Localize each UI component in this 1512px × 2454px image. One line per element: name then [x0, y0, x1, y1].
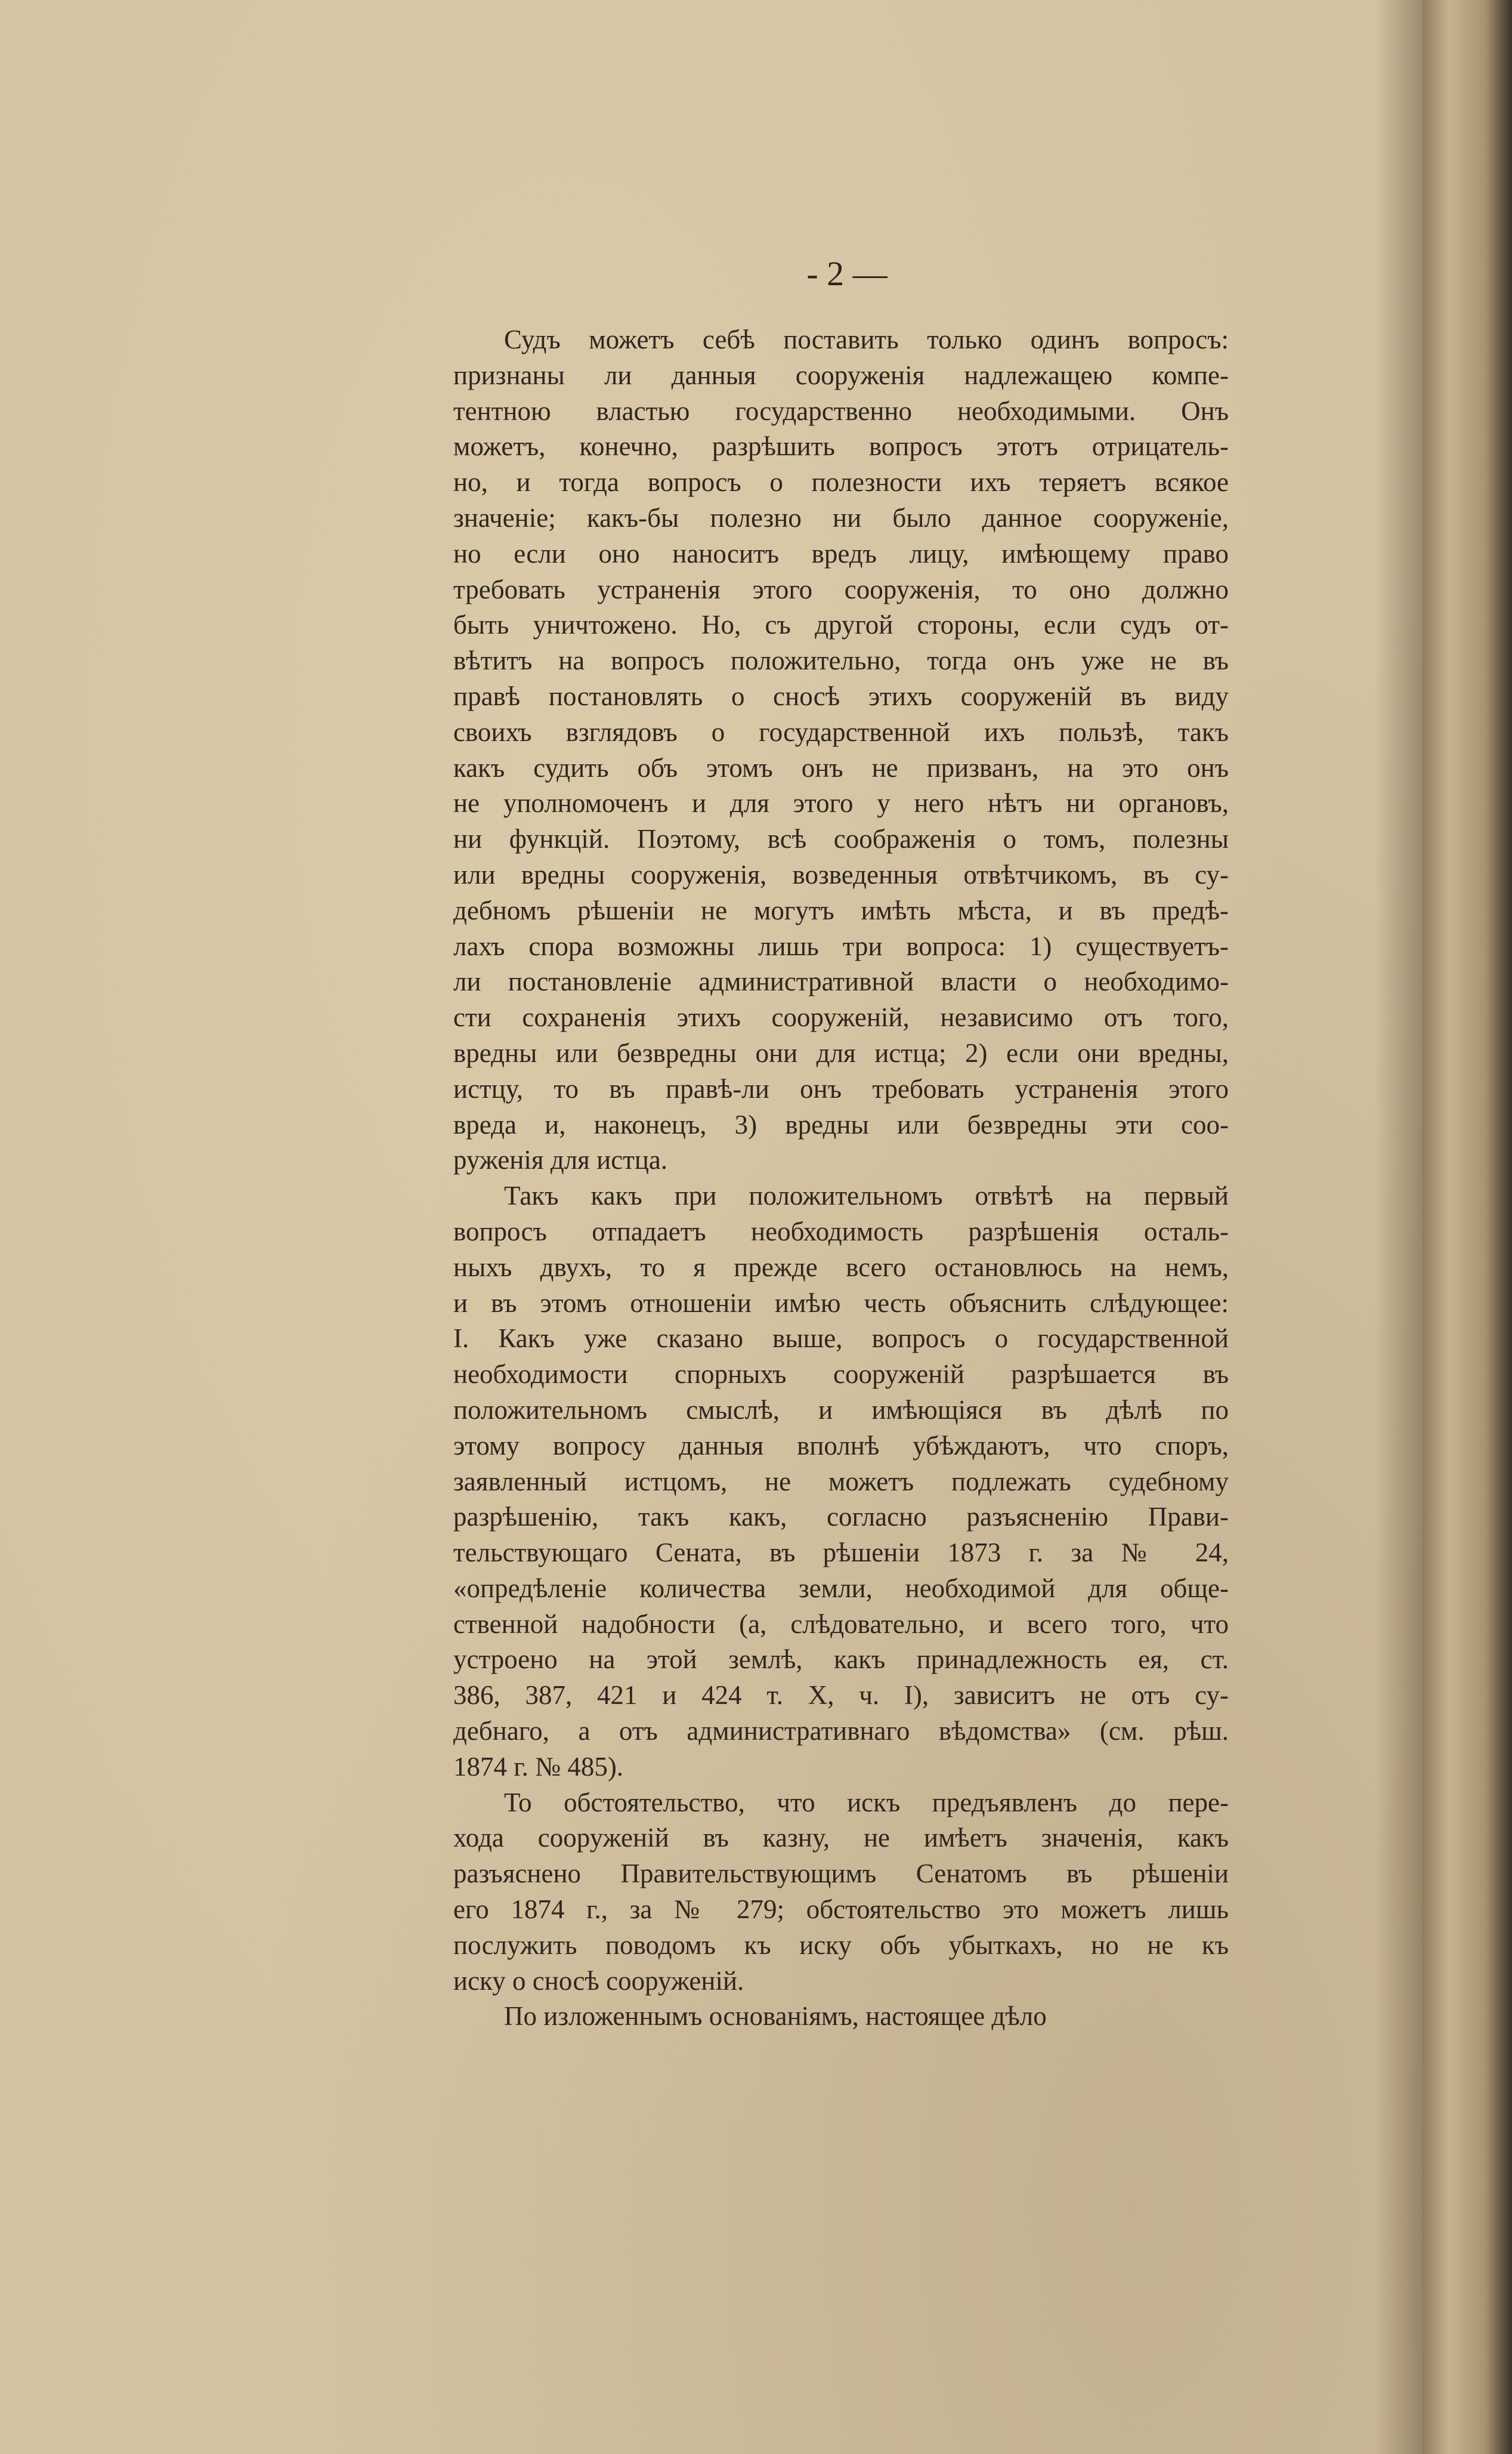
text-line: вредны или безвредны они для истца; 2) если они вредны,: [453, 1038, 1229, 1068]
text-line: своихъ взглядовъ о государственной ихъ пользѣ, такъ: [453, 717, 1229, 747]
text-line: или вредны сооруженія, возведенныя отвѣтчикомъ, въ су-: [453, 859, 1229, 890]
text-line: требовать устраненія этого сооруженія, то оно должно: [453, 574, 1229, 604]
text-line: быть уничтожено. Но, съ другой стороны, если судъ от-: [453, 610, 1229, 640]
text-line: ли постановленіе административной власти о необходимо-: [453, 967, 1229, 997]
text-line: лахъ спора возможны лишь три вопроса: 1) существуетъ-: [453, 931, 1229, 961]
text-line: этому вопросу данныя вполнѣ убѣждаютъ, что споръ,: [453, 1430, 1229, 1461]
text-line: не уполномоченъ и для этого у него нѣтъ ни органовъ,: [453, 788, 1229, 819]
text-line: значеніе; какъ-бы полезно ни было данное сооруженіе,: [453, 502, 1229, 533]
text-line: положительномъ смыслѣ, и имѣющіяся въ дѣлѣ по: [453, 1394, 1229, 1425]
text-line: дебнаго, а отъ административнаго вѣдомства» (см. рѣш.: [453, 1716, 1229, 1746]
text-line: То обстоятельство, что искъ предъявленъ до пере-: [504, 1787, 1229, 1817]
text-line: истцу, то въ правѣ-ли онъ требовать устраненія этого: [453, 1073, 1229, 1104]
text-line: ни функцій. Поэтому, всѣ соображенія о томъ, полезны: [453, 824, 1229, 854]
text-line: необходимости спорныхъ сооруженій разрѣшается въ: [453, 1359, 1229, 1390]
text-line: дебномъ рѣшеніи не могутъ имѣть мѣста, и въ предѣ-: [453, 895, 1229, 925]
text-line: иску о сносѣ сооруженій.: [453, 1965, 744, 1996]
text-line: но если оно наноситъ вредъ лицу, имѣющему право: [453, 538, 1229, 569]
book-spine: [1423, 0, 1512, 2454]
text-line: 386, 387, 421 и 424 т. X, ч. I), зависитъ не отъ су-: [453, 1680, 1229, 1711]
text-line: «опредѣленіе количества земли, необходимой для обще-: [453, 1573, 1229, 1603]
text-line: вопросъ отпадаетъ необходимость разрѣшенія осталь-: [453, 1216, 1229, 1246]
text-line: правѣ постановлять о сносѣ этихъ сооруженій въ виду: [453, 681, 1229, 711]
text-line: ныхъ двухъ, то я прежде всего остановлюсь на немъ,: [453, 1252, 1229, 1282]
text-line: ственной надобности (а, слѣдовательно, и всего того, что: [453, 1609, 1229, 1639]
text-line: его 1874 г., за № 279; обстоятельство это можетъ лишь: [453, 1894, 1229, 1925]
text-line: 1874 г. № 485).: [453, 1751, 624, 1782]
text-line: послужить поводомъ къ иску объ убыткахъ, но не къ: [453, 1930, 1229, 1960]
text-line: но, и тогда вопросъ о полезности ихъ теряетъ всякое: [453, 467, 1229, 498]
text-line: и въ этомъ отношеніи имѣю честь объяснить слѣдующее:: [453, 1288, 1229, 1318]
text-line: заявленный истцомъ, не можетъ подлежать судебному: [453, 1466, 1229, 1496]
text-line: разъяснено Правительствующимъ Сенатомъ въ рѣшеніи: [453, 1859, 1229, 1889]
text-line: хода сооруженій въ казну, не имѣетъ значенія, какъ: [453, 1823, 1229, 1853]
page-number: - 2 —: [806, 254, 888, 293]
text-line: Такъ какъ при положительномъ отвѣтѣ на первый: [504, 1181, 1229, 1211]
text-line: разрѣшенію, такъ какъ, согласно разъясненію Прави-: [453, 1502, 1229, 1532]
paragraph: [453, 1178, 1229, 1785]
paragraph: [453, 1785, 1229, 1999]
paragraph: [453, 1999, 1229, 2035]
text-line: какъ судить объ этомъ онъ не призванъ, на это онъ: [453, 752, 1229, 783]
text-line: тельствующаго Сената, въ рѣшеніи 1873 г. за № 24,: [453, 1538, 1229, 1568]
text-line: Судъ можетъ себѣ поставить только одинъ вопросъ:: [504, 325, 1229, 354]
text-line: I. Какъ уже сказано выше, вопросъ о государственной: [453, 1323, 1229, 1354]
paragraph: [453, 322, 1229, 1178]
page-gutter-shadow: [1375, 0, 1423, 2454]
text-line: По изложеннымъ основаніямъ, настоящее дѣло: [504, 2001, 1047, 2032]
body-text: [453, 322, 1229, 2035]
text-line: сти сохраненія этихъ сооруженій, независимо отъ того,: [453, 1002, 1229, 1033]
text-line: вѣтитъ на вопросъ положительно, тогда онъ уже не въ: [453, 646, 1229, 676]
text-line: можетъ, конечно, разрѣшить вопросъ этотъ отрицатель-: [453, 431, 1229, 462]
text-line: руженія для истца.: [453, 1145, 668, 1175]
text-line: тентною властью государственно необходимыми. Онъ: [453, 396, 1229, 426]
text-line: признаны ли данныя сооруженія надлежащею компе-: [453, 360, 1229, 390]
text-line: вреда и, наконецъ, 3) вредны или безвредны эти соо-: [453, 1109, 1229, 1140]
text-line: устроено на этой землѣ, какъ принадлежность ея, ст.: [453, 1644, 1229, 1675]
